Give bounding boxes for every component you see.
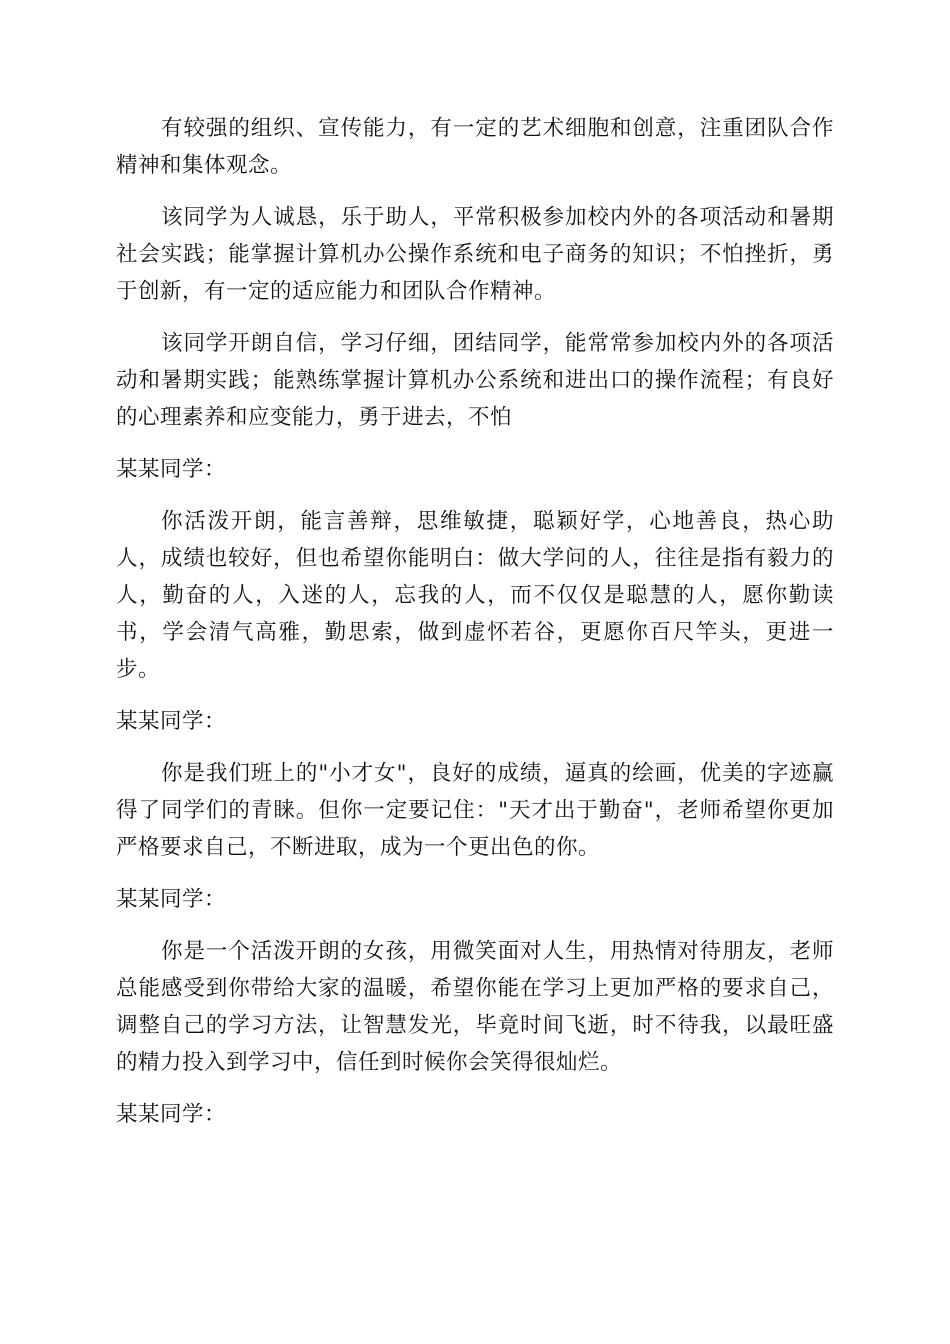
- document-body: [116, 110, 834, 1148]
- salutation: 某某同学：: [116, 709, 227, 734]
- paragraph: 你是一个活泼开朗的女孩，用微笑面对人生，用热情对待朋友，老师总能感受到你带给大家的温暖，希望你能在学习上更加严格的要求自己，调整自己的学习方法，让智慧发光，毕竟时间飞逝，时不待我，以最旺盛的精力投入到学习中，信任到时候你会笑得很灿烂。: [116, 939, 834, 1075]
- salutation: 某某同学：: [116, 1102, 227, 1127]
- salutation: 某某同学：: [116, 457, 227, 482]
- paragraph: 你活泼开朗，能言善辩，思维敏捷，聪颖好学，心地善良，热心助人，成绩也较好，但也希望你能明白：做大学问的人，往往是指有毅力的人，勤奋的人，入迷的人，忘我的人，而不仅仅是聪慧的人，愿你勤读书，学会清气高雅，勤思索，做到虚怀若谷，更愿你百尺竿头，更进一步。: [116, 509, 834, 682]
- paragraph: 该同学为人诚恳，乐于助人，平常积极参加校内外的各项活动和暑期社会实践；能掌握计算机办公操作系统和电子商务的知识；不怕挫折，勇于创新，有一定的适应能力和团队合作精神。: [116, 205, 834, 304]
- salutation: 某某同学：: [116, 887, 227, 912]
- paragraph: 你是我们班上的"小才女"，良好的成绩，逼真的绘画，优美的字迹赢得了同学们的青睐。但你一定要记住："天才出于勤奋"，老师希望你更加严格要求自己，不断进取，成为一个更出色的你。: [116, 761, 834, 860]
- paragraph: 有较强的组织、宣传能力，有一定的艺术细胞和创意，注重团队合作精神和集体观念。: [116, 116, 834, 178]
- paragraph: 该同学开朗自信，学习仔细，团结同学，能常常参加校内外的各项活动和暑期实践；能熟练掌握计算机办公系统和进出口的操作流程；有良好的心理素养和应变能力，勇于进去，不怕: [116, 331, 834, 430]
